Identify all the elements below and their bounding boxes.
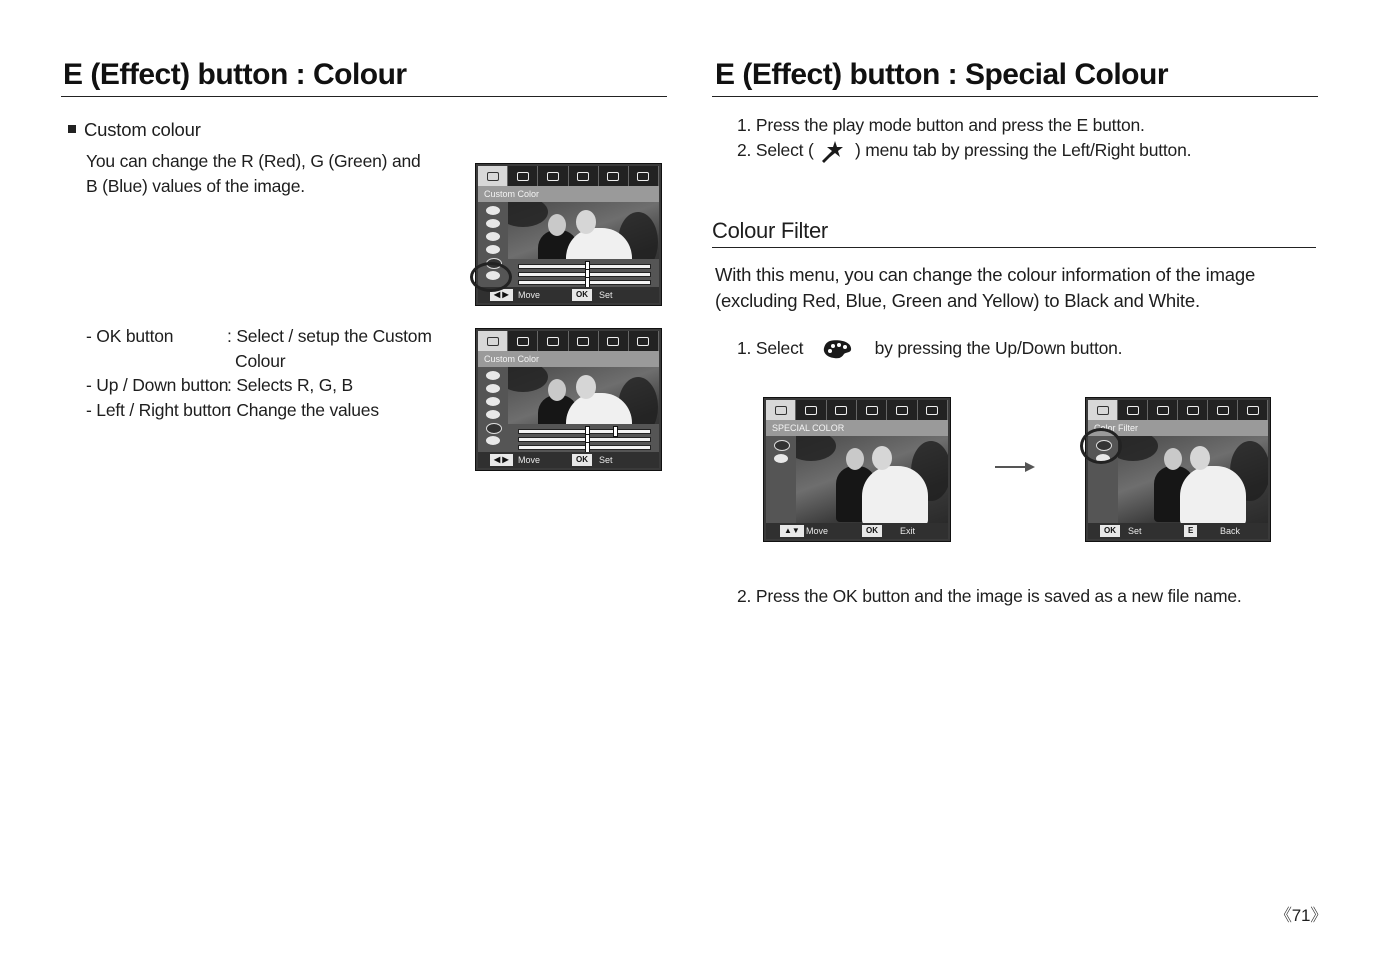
wedding-photo bbox=[1118, 436, 1268, 523]
screen-footer bbox=[478, 452, 659, 468]
side-menu bbox=[478, 367, 508, 452]
screen-footer bbox=[1088, 523, 1268, 539]
custom-color-screen-2 bbox=[475, 328, 662, 471]
move-label: Move bbox=[518, 455, 541, 465]
final-step: 2. Press the OK button and the image is saved as a new file name. bbox=[737, 586, 1242, 606]
def-ok-value-2: Colour bbox=[235, 351, 286, 371]
screen-title: SPECIAL COLOR bbox=[766, 420, 948, 436]
desc-line-2: (excluding Red, Blue, Green and Yellow) to Black and White. bbox=[715, 290, 1200, 311]
menu-tabs bbox=[766, 400, 948, 420]
set-label: Set bbox=[599, 290, 613, 300]
left-right-icon: ◀ ▶ bbox=[490, 454, 513, 466]
back-label: Back bbox=[1220, 526, 1241, 536]
right-page-title: E (Effect) button : Special Colour bbox=[715, 58, 1168, 91]
custom-colour-heading bbox=[68, 117, 201, 142]
step-2-prefix: 2. Select ( bbox=[737, 140, 814, 160]
def-leftright-value: : Change the values bbox=[227, 400, 379, 420]
def-updown-value: : Selects R, G, B bbox=[227, 375, 353, 395]
set-label: Set bbox=[1128, 526, 1142, 536]
rgb-sliders bbox=[508, 424, 659, 454]
square-bullet-icon bbox=[68, 125, 76, 133]
menu-tabs bbox=[1088, 400, 1268, 420]
tab-resize bbox=[599, 166, 629, 186]
effect-tab-icon bbox=[818, 139, 850, 163]
def-updown-key: - Up / Down button bbox=[86, 375, 229, 395]
ok-chip: OK bbox=[572, 289, 592, 301]
intro-line-1: You can change the R (Red), G (Green) and bbox=[86, 151, 421, 171]
tab-piano bbox=[538, 166, 568, 186]
up-down-icon: ▲▼ bbox=[780, 525, 804, 537]
screen-footer bbox=[766, 523, 948, 539]
intro-line-2: B (Blue) values of the image. bbox=[86, 176, 305, 196]
tab-palette bbox=[478, 166, 508, 186]
page-number: 《71》 bbox=[1275, 906, 1328, 925]
ok-chip: OK bbox=[572, 454, 592, 466]
select-suffix: by pressing the Up/Down button. bbox=[874, 338, 1123, 358]
side-menu bbox=[766, 436, 796, 523]
e-chip: E bbox=[1184, 525, 1197, 537]
highlight-ring bbox=[1080, 428, 1122, 464]
move-label: Move bbox=[806, 526, 829, 536]
step-2-suffix: ) menu tab by pressing the Left/Right button. bbox=[854, 140, 1192, 160]
palette-icon bbox=[816, 338, 864, 360]
screen-title: Custom Color bbox=[478, 186, 659, 202]
menu-tabs bbox=[478, 331, 659, 351]
def-ok-value: : Select / setup the Custom bbox=[227, 326, 432, 346]
menu-tabs bbox=[478, 166, 659, 186]
screen-title: Color Filter bbox=[1088, 420, 1268, 436]
select-prefix: 1. Select bbox=[737, 338, 804, 358]
special-color-screen bbox=[763, 397, 951, 542]
arrow-right-icon bbox=[995, 460, 1037, 474]
tab-print bbox=[629, 166, 659, 186]
ok-chip: OK bbox=[1100, 525, 1120, 537]
step-2 bbox=[737, 138, 1191, 163]
left-right-icon: ◀ ▶ bbox=[490, 289, 513, 301]
tab-effect bbox=[508, 166, 538, 186]
screen-title: Custom Color bbox=[478, 351, 659, 367]
select-line bbox=[737, 336, 1122, 361]
tab-face bbox=[569, 166, 599, 186]
color-filter-screen bbox=[1085, 397, 1271, 542]
ok-chip: OK bbox=[862, 525, 882, 537]
right-title-rule bbox=[712, 96, 1318, 97]
screen-footer bbox=[478, 287, 659, 303]
left-title-rule bbox=[61, 96, 667, 97]
section-label: Custom colour bbox=[84, 119, 201, 140]
def-leftright-key: - Left / Right button bbox=[86, 400, 231, 420]
set-label: Set bbox=[599, 455, 613, 465]
left-page-title: E (Effect) button : Colour bbox=[63, 58, 407, 91]
wedding-photo bbox=[796, 436, 948, 523]
subhead-rule bbox=[712, 247, 1316, 248]
highlight-ring bbox=[470, 262, 512, 292]
def-ok-key: - OK button bbox=[86, 326, 174, 346]
exit-label: Exit bbox=[900, 526, 916, 536]
colour-filter-heading: Colour Filter bbox=[712, 218, 828, 243]
step-1: 1. Press the play mode button and press the E button. bbox=[737, 115, 1145, 135]
desc-line-1: With this menu, you can change the colour information of the image bbox=[715, 264, 1256, 285]
move-label: Move bbox=[518, 290, 541, 300]
rgb-sliders bbox=[508, 259, 659, 289]
